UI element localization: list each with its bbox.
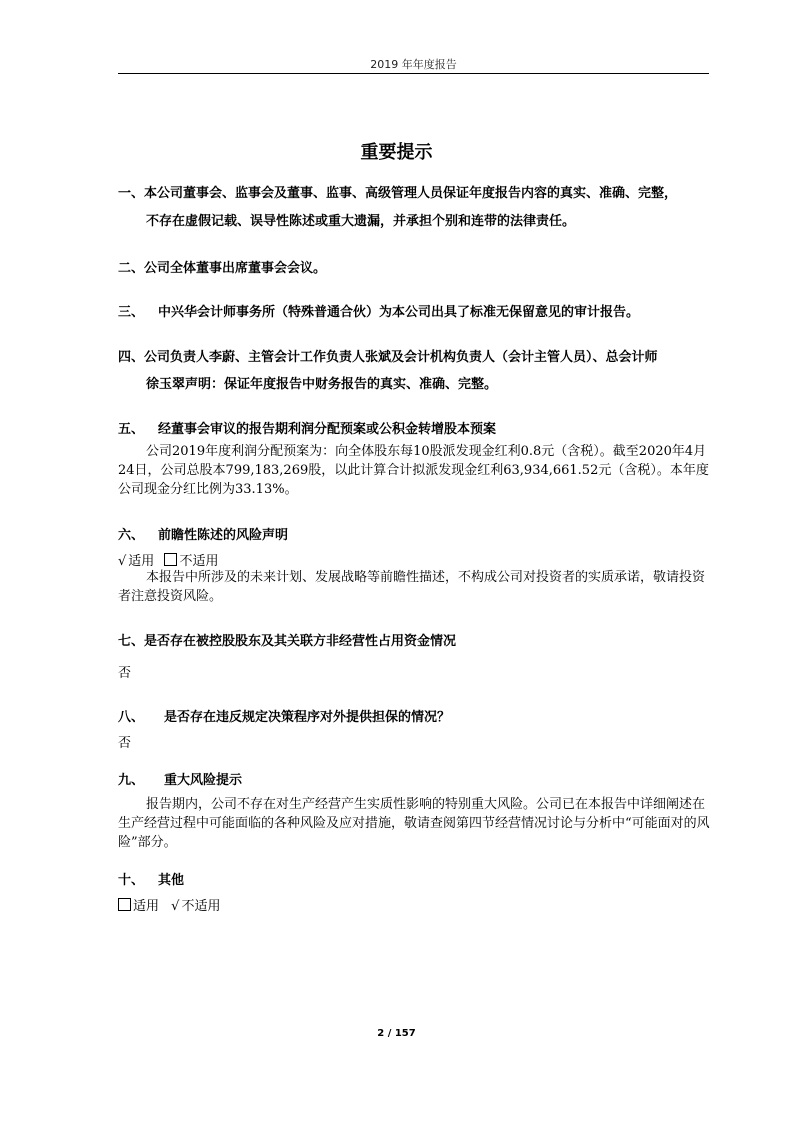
section-3: [118, 301, 718, 320]
unchecked-box-icon: [118, 898, 131, 911]
not-applicable-label: 不适用: [179, 554, 219, 569]
section-10-number: 十、: [118, 873, 145, 888]
section-3-text: 中兴华会计师事务所（特殊普通合伙）为本公司出具了标准无保留意见的审计报告。: [158, 305, 640, 320]
section-1-text: 本公司董事会、监事会及董事、监事、高级管理人员保证年度报告内容的真实、准确、完整，: [144, 186, 678, 201]
section-9-heading: [118, 769, 718, 788]
not-applicable-label: 不适用: [181, 899, 221, 914]
section-8-heading: [118, 706, 718, 725]
applicable-label: 适用: [133, 899, 160, 914]
section-4-number: 四、: [118, 350, 145, 365]
section-10-text: 其他: [158, 873, 185, 888]
section-2: [118, 257, 718, 276]
check-mark-icon: √: [171, 899, 180, 914]
section-8-number: 八、: [118, 710, 145, 725]
section-1-line-1: [118, 182, 718, 201]
section-5-heading: [118, 418, 718, 437]
section-1-line-2: 不存在虚假记载、误导性陈述或重大遗漏，并承担个别和连带的法律责任。: [146, 214, 576, 229]
header-divider: [118, 73, 709, 74]
section-5-text: 经董事会审议的报告期利润分配预案或公积金转增股本预案: [158, 422, 497, 437]
section-2-number: 二、: [118, 261, 145, 276]
section-1-number: 一、: [118, 186, 145, 201]
section-7-answer: 否: [118, 666, 132, 681]
section-10-applicability: [118, 895, 220, 914]
section-8-text: 是否存在违反规定决策程序对外提供担保的情况？: [164, 710, 451, 725]
page-number: 2 / 157: [377, 1028, 416, 1039]
section-3-number: 三、: [118, 305, 145, 320]
section-8-answer: 否: [118, 736, 132, 751]
page-title: 重要提示: [360, 142, 433, 163]
check-mark-icon: √: [118, 554, 127, 569]
running-header: 2019 年年度报告: [370, 58, 457, 71]
applicable-label: 适用: [128, 554, 155, 569]
section-4-line-2: 徐玉翠声明：保证年度报告中财务报告的真实、准确、完整。: [146, 377, 498, 392]
unchecked-box-icon: [164, 553, 177, 566]
section-4-text: 公司负责人李蔚、主管会计工作负责人张斌及会计机构负责人（会计主管人员）、总会计师: [144, 350, 658, 365]
section-9-text: 重大风险提示: [164, 773, 243, 788]
section-6-number: 六、: [118, 528, 145, 543]
section-9-body: 报告期内，公司不存在对生产经营产生实质性影响的特别重大风险。公司已在本报告中详细阐述在生产经营过程中可能面临的各种风险及应对措施，敬请查阅第四节经营情况讨论与分析中“可能面对的风险”部分。: [118, 797, 710, 850]
section-6-text: 前瞻性陈述的风险声明: [158, 528, 289, 543]
section-6-applicability: [118, 550, 218, 569]
section-5-body: 公司2019年度利润分配预案为：向全体股东每10股派发现金红利0.8元（含税）。截至2020年4月24日，公司总股本799,183,269股，以此计算合计拟派发现金红利63,934,661.52元（含税）。本年度公司现金分红比例为33.13%。: [118, 444, 709, 497]
section-5-number: 五、: [118, 422, 145, 437]
section-9-number: 九、: [118, 773, 145, 788]
section-7-number: 七、: [118, 634, 145, 649]
section-6-body: 本报告中所涉及的未来计划、发展战略等前瞻性描述，不构成公司对投资者的实质承诺，敬请投资者注意投资风险。: [118, 570, 706, 604]
section-7-heading: [118, 630, 718, 649]
section-7-text: 是否存在被控股股东及其关联方非经营性占用资金情况: [144, 634, 457, 649]
section-6-heading: [118, 524, 718, 543]
section-2-text: 公司全体董事出席董事会会议。: [144, 261, 327, 276]
section-4-line-1: [118, 346, 718, 365]
section-10-heading: [118, 869, 718, 888]
